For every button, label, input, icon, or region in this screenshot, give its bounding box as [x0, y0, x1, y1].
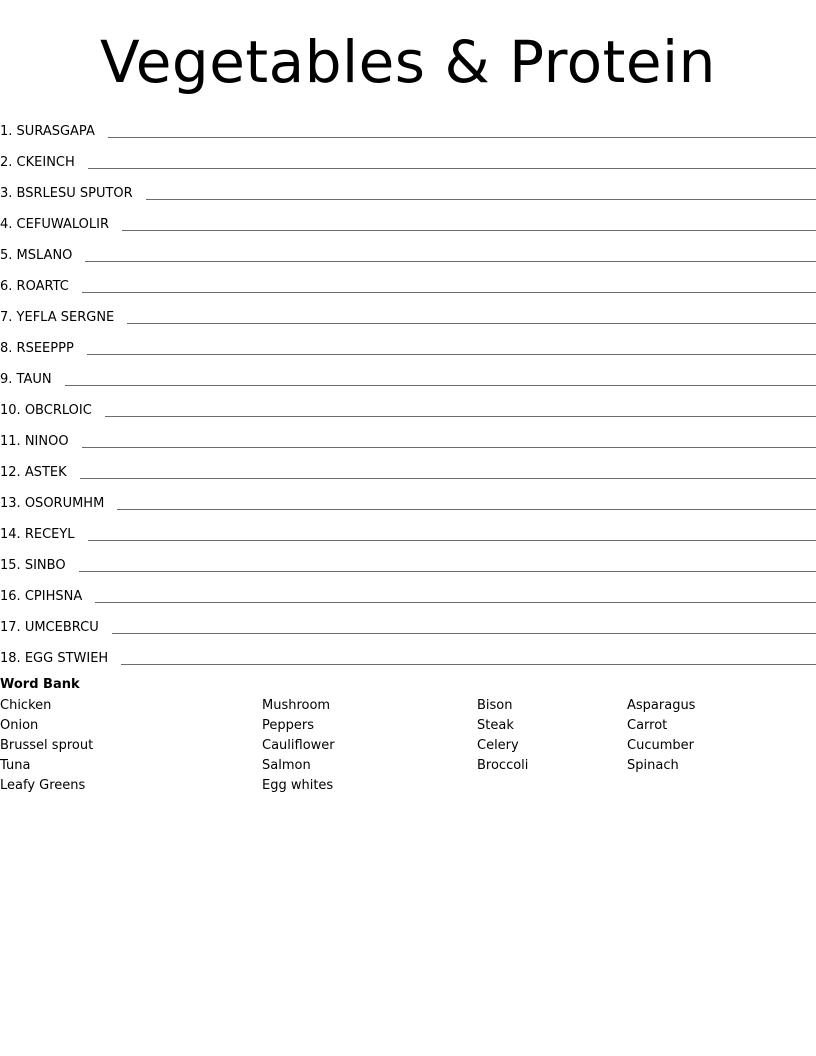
answer-line[interactable]	[65, 385, 816, 386]
question-number: 11.	[0, 434, 21, 449]
word-bank-column	[262, 696, 335, 796]
answer-line[interactable]	[127, 323, 816, 324]
question-number: 7.	[0, 310, 13, 325]
scrambled-word: EGG STWIEH	[24, 651, 109, 666]
question-row	[0, 358, 816, 389]
answer-line[interactable]	[85, 261, 816, 262]
word-bank-item: Peppers	[262, 718, 314, 733]
question-row	[0, 513, 816, 544]
question-number: 15.	[0, 558, 21, 573]
question-number: 17.	[0, 620, 21, 635]
question-row	[0, 203, 816, 234]
word-bank-item: Chicken	[0, 698, 52, 713]
answer-line[interactable]	[121, 664, 816, 665]
word-bank-title: Word Bank	[0, 677, 80, 692]
question-list	[0, 110, 816, 668]
question-number: 8.	[0, 341, 13, 356]
scrambled-word: YEFLA SERGNE	[16, 310, 115, 325]
word-bank-column	[477, 696, 528, 776]
scrambled-word: CEFUWALOLIR	[16, 217, 109, 232]
answer-line[interactable]	[108, 137, 816, 138]
scrambled-word: CPIHSNA	[24, 589, 83, 604]
word-bank-item: Broccoli	[477, 758, 529, 773]
word-bank-item: Egg whites	[262, 778, 334, 793]
answer-line[interactable]	[122, 230, 816, 231]
answer-line[interactable]	[82, 447, 816, 448]
word-bank-item: Steak	[477, 718, 514, 733]
word-bank-item: Celery	[477, 738, 519, 753]
question-row	[0, 296, 816, 327]
word-bank-item: Leafy Greens	[0, 778, 86, 793]
word-bank-item: Onion	[0, 718, 39, 733]
word-bank-item: Brussel sprout	[0, 738, 94, 753]
question-number: 1.	[0, 124, 13, 139]
question-row	[0, 420, 816, 451]
question-row	[0, 234, 816, 265]
scrambled-word: BSRLESU SPUTOR	[16, 186, 133, 201]
scrambled-word: TAUN	[16, 372, 52, 387]
word-bank	[0, 696, 816, 801]
question-row	[0, 327, 816, 358]
word-bank-item: Cauliflower	[262, 738, 335, 753]
scrambled-word: ROARTC	[16, 279, 69, 294]
answer-line[interactable]	[88, 168, 816, 169]
answer-line[interactable]	[105, 416, 816, 417]
question-number: 14.	[0, 527, 21, 542]
page-title: Vegetables & Protein	[100, 28, 716, 96]
question-number: 2.	[0, 155, 13, 170]
question-row	[0, 606, 816, 637]
scrambled-word: ASTEK	[24, 465, 67, 480]
answer-line[interactable]	[146, 199, 816, 200]
question-number: 16.	[0, 589, 21, 604]
answer-line[interactable]	[79, 571, 816, 572]
question-row	[0, 482, 816, 513]
word-bank-item: Tuna	[0, 758, 31, 773]
question-number: 9.	[0, 372, 13, 387]
question-number: 18.	[0, 651, 21, 666]
scrambled-word: MSLANO	[16, 248, 73, 263]
word-bank-item: Salmon	[262, 758, 311, 773]
scrambled-word: OSORUMHM	[24, 496, 105, 511]
question-row	[0, 110, 816, 141]
question-row	[0, 389, 816, 420]
answer-line[interactable]	[80, 478, 816, 479]
question-row	[0, 575, 816, 606]
scrambled-word: NINOO	[24, 434, 69, 449]
question-row	[0, 141, 816, 172]
question-number: 3.	[0, 186, 13, 201]
answer-line[interactable]	[112, 633, 816, 634]
question-row	[0, 544, 816, 575]
word-bank-item: Spinach	[627, 758, 679, 773]
question-row	[0, 265, 816, 296]
word-bank-column	[627, 696, 695, 776]
scrambled-word: SINBO	[24, 558, 66, 573]
answer-line[interactable]	[82, 292, 816, 293]
word-bank-item: Bison	[477, 698, 513, 713]
word-bank-item: Carrot	[627, 718, 668, 733]
scrambled-word: RECEYL	[24, 527, 75, 542]
answer-line[interactable]	[88, 540, 816, 541]
question-row	[0, 637, 816, 668]
word-bank-column	[0, 696, 93, 796]
scrambled-word: CKEINCH	[16, 155, 75, 170]
word-bank-item: Cucumber	[627, 738, 694, 753]
question-row	[0, 451, 816, 482]
question-number: 5.	[0, 248, 13, 263]
question-number: 6.	[0, 279, 13, 294]
scrambled-word: UMCEBRCU	[24, 620, 99, 635]
question-number: 13.	[0, 496, 21, 511]
scrambled-word: RSEEPPP	[16, 341, 74, 356]
word-bank-item: Asparagus	[627, 698, 696, 713]
scrambled-word: OBCRLOIC	[24, 403, 92, 418]
answer-line[interactable]	[117, 509, 816, 510]
scrambled-word: SURASGAPA	[16, 124, 95, 139]
word-bank-item: Mushroom	[262, 698, 331, 713]
answer-line[interactable]	[87, 354, 816, 355]
question-number: 10.	[0, 403, 21, 418]
question-number: 4.	[0, 217, 13, 232]
answer-line[interactable]	[95, 602, 816, 603]
question-number: 12.	[0, 465, 21, 480]
question-row	[0, 172, 816, 203]
